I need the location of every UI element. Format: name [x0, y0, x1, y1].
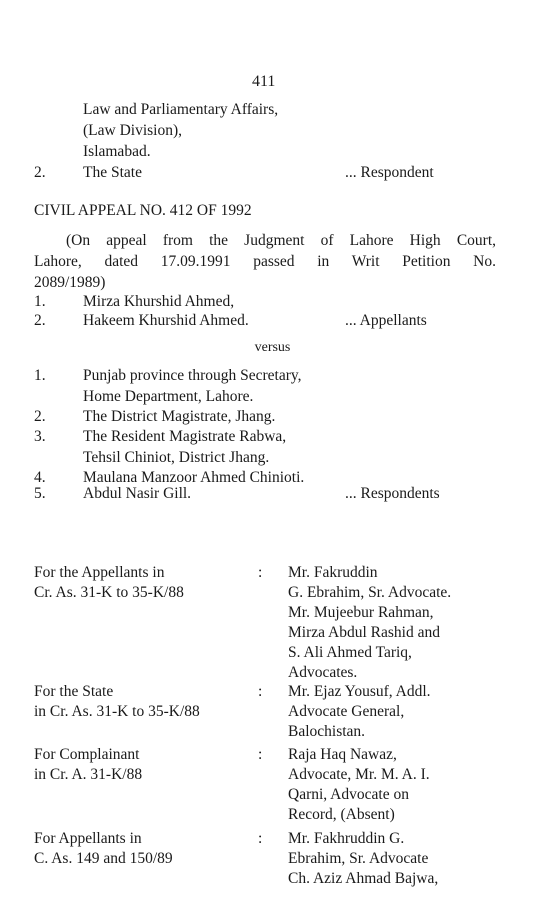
counsel-name: S. Ali Ahmed Tariq, — [288, 644, 412, 661]
separator-colon: : — [258, 683, 263, 700]
counsel-for: For Appellants in — [34, 830, 142, 847]
counsel-name: Mirza Abdul Rashid and — [288, 624, 440, 641]
counsel-name: Advocates. — [288, 664, 358, 681]
counsel-name: Advocate, Mr. M. A. I. — [288, 766, 430, 783]
party-name: The District Magistrate, Jhang. — [83, 408, 276, 425]
party-name: The State — [83, 164, 142, 181]
appeal-note-line: (On appeal from the Judgment of Lahore High Court, — [66, 232, 496, 249]
versus-label: versus — [254, 340, 291, 355]
counsel-name: Mr. Mujeebur Rahman, — [288, 604, 434, 621]
item-number: 2. — [34, 408, 46, 425]
counsel-for: For Complainant — [34, 746, 140, 763]
address-line: Law and Parliamentary Affairs, — [83, 101, 279, 118]
counsel-name: Mr. Fakhruddin G. — [288, 830, 405, 847]
counsel-name: Record, (Absent) — [288, 806, 395, 823]
party-name: Tehsil Chiniot, District Jhang. — [83, 449, 270, 466]
counsel-name: Mr. Fakruddin — [288, 564, 378, 581]
appeal-title: CIVIL APPEAL NO. 412 OF 1992 — [34, 202, 252, 219]
counsel-name: Qarni, Advocate on — [288, 786, 409, 803]
page-number: 411 — [252, 73, 276, 90]
item-number: 1. — [34, 367, 46, 384]
counsel-for: C. As. 149 and 150/89 — [34, 850, 173, 867]
item-number: 5. — [34, 485, 46, 502]
party-name: Mirza Khurshid Ahmed, — [83, 293, 235, 310]
separator-colon: : — [258, 564, 263, 581]
party-role: ... Respondent — [345, 164, 434, 181]
item-number: 2. — [34, 164, 46, 181]
party-name: Abdul Nasir Gill. — [83, 485, 192, 502]
item-number: 1. — [34, 293, 46, 310]
separator-colon: : — [258, 830, 263, 847]
item-number: 4. — [34, 469, 46, 486]
counsel-for: For the Appellants in — [34, 564, 165, 581]
appeal-note-line: 2089/1989) — [34, 274, 106, 291]
counsel-name: Raja Haq Nawaz, — [288, 746, 397, 763]
party-name: Hakeem Khurshid Ahmed. — [83, 312, 249, 329]
party-name: Maulana Manzoor Ahmed Chinioti. — [83, 469, 305, 486]
counsel-name: Ebrahim, Sr. Advocate — [288, 850, 429, 867]
item-number: 3. — [34, 428, 46, 445]
counsel-for: in Cr. As. 31-K to 35-K/88 — [34, 703, 200, 720]
party-role: ... Appellants — [345, 312, 427, 329]
counsel-name: G. Ebrahim, Sr. Advocate. — [288, 584, 452, 601]
party-name: Punjab province through Secretary, — [83, 367, 302, 384]
party-name: Home Department, Lahore. — [83, 388, 254, 405]
appeal-note-line: Lahore, dated 17.09.1991 passed in Writ Petition No. — [34, 253, 496, 270]
address-line: Islamabad. — [83, 143, 151, 160]
party-role: ... Respondents — [345, 485, 440, 502]
party-name: The Resident Magistrate Rabwa, — [83, 428, 287, 445]
address-line: (Law Division), — [83, 122, 183, 139]
counsel-for: in Cr. A. 31-K/88 — [34, 766, 143, 783]
item-number: 2. — [34, 312, 46, 329]
counsel-for: Cr. As. 31-K to 35-K/88 — [34, 584, 184, 601]
counsel-name: Mr. Ejaz Yousuf, Addl. — [288, 683, 431, 700]
counsel-for: For the State — [34, 683, 114, 700]
separator-colon: : — [258, 746, 263, 763]
counsel-name: Ch. Aziz Ahmad Bajwa, — [288, 870, 439, 887]
counsel-name: Advocate General, — [288, 703, 405, 720]
counsel-name: Balochistan. — [288, 723, 366, 740]
